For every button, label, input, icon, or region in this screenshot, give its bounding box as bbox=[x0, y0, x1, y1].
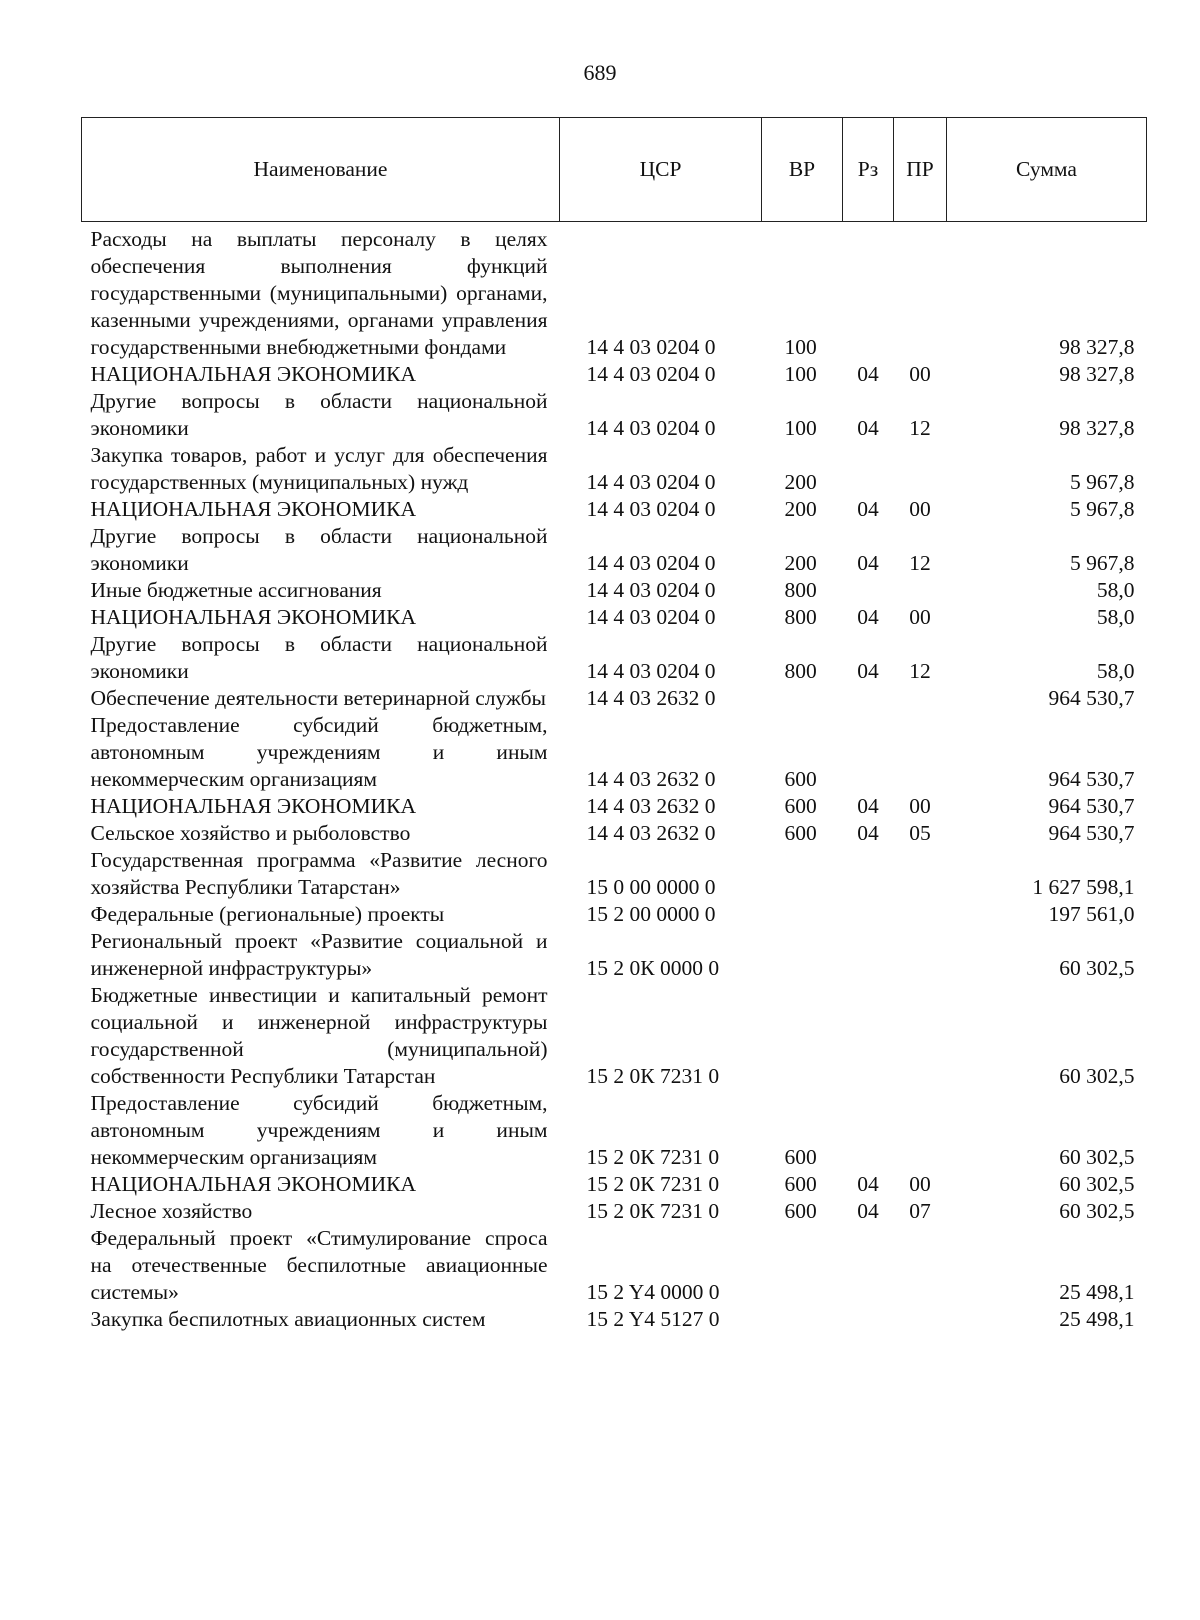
row-rz-cell: 04 bbox=[857, 605, 879, 629]
table-row bbox=[82, 631, 1147, 685]
row-rz-cell bbox=[843, 1090, 894, 1171]
row-csr-cell: 14 4 03 0204 0 bbox=[586, 659, 716, 683]
header-pr: ПР bbox=[894, 118, 947, 222]
row-pr-cell bbox=[894, 928, 947, 982]
row-name-cell: НАЦИОНАЛЬНАЯ ЭКОНОМИКА bbox=[90, 497, 416, 521]
row-name-cell: Бюджетные инвестиции и капитальный ремонт социальной и инженерной инфраструктуры государственной (муниципальной) собственности Республики Татарстан bbox=[90, 983, 548, 1088]
row-vr-cell bbox=[762, 901, 843, 928]
table-row bbox=[82, 222, 1147, 362]
table-row bbox=[82, 712, 1147, 793]
row-sum-cell: 1 627 598,1 bbox=[1032, 875, 1135, 899]
row-sum-cell: 60 302,5 bbox=[1059, 956, 1135, 980]
row-name-cell: Другие вопросы в области национальной экономики bbox=[90, 632, 548, 683]
row-vr-cell: 600 bbox=[784, 1145, 817, 1169]
row-rz-cell bbox=[843, 928, 894, 982]
row-pr-cell: 00 bbox=[909, 794, 931, 818]
row-pr-cell: 00 bbox=[909, 605, 931, 629]
row-sum-cell: 98 327,8 bbox=[1059, 416, 1135, 440]
row-csr-cell: 15 0 00 0000 0 bbox=[586, 875, 716, 899]
row-rz-cell bbox=[843, 1306, 894, 1333]
row-vr-cell: 600 bbox=[784, 1199, 817, 1223]
row-csr-cell: 14 4 03 2632 0 bbox=[586, 794, 716, 818]
row-pr-cell bbox=[894, 442, 947, 496]
row-name-cell: Лесное хозяйство bbox=[90, 1199, 253, 1223]
table-body bbox=[82, 222, 1147, 1334]
table-row bbox=[82, 442, 1147, 496]
row-vr-cell bbox=[762, 1306, 843, 1333]
row-pr-cell bbox=[894, 982, 947, 1090]
row-csr-cell: 15 2 0К 7231 0 bbox=[586, 1145, 720, 1169]
row-sum-cell: 5 967,8 bbox=[1070, 497, 1135, 521]
row-rz-cell: 04 bbox=[857, 821, 879, 845]
row-vr-cell: 600 bbox=[784, 794, 817, 818]
row-rz-cell bbox=[843, 847, 894, 901]
row-csr-cell: 14 4 03 0204 0 bbox=[586, 416, 716, 440]
row-name-cell: Обеспечение деятельности ветеринарной службы bbox=[90, 686, 546, 710]
row-sum-cell: 60 302,5 bbox=[1059, 1145, 1135, 1169]
row-vr-cell: 800 bbox=[784, 659, 817, 683]
header-sum: Сумма bbox=[947, 118, 1147, 222]
row-rz-cell bbox=[843, 222, 894, 362]
row-csr-cell: 14 4 03 0204 0 bbox=[586, 470, 716, 494]
row-name-cell: Федеральный проект «Стимулирование спроса на отечественные беспилотные авиационные системы» bbox=[90, 1226, 548, 1304]
row-name-cell: Закупка беспилотных авиационных систем bbox=[90, 1307, 486, 1331]
table-row bbox=[82, 820, 1147, 847]
row-pr-cell bbox=[894, 222, 947, 362]
row-pr-cell: 05 bbox=[909, 821, 931, 845]
row-pr-cell bbox=[894, 712, 947, 793]
row-csr-cell: 15 2 0К 7231 0 bbox=[586, 1064, 720, 1088]
row-vr-cell: 800 bbox=[784, 578, 817, 602]
header-rz: Рз bbox=[843, 118, 894, 222]
row-name-cell: НАЦИОНАЛЬНАЯ ЭКОНОМИКА bbox=[90, 794, 416, 818]
row-sum-cell: 197 561,0 bbox=[1048, 902, 1135, 926]
row-pr-cell: 00 bbox=[909, 362, 931, 386]
row-pr-cell bbox=[894, 1090, 947, 1171]
row-sum-cell: 60 302,5 bbox=[1059, 1172, 1135, 1196]
row-rz-cell bbox=[843, 442, 894, 496]
row-csr-cell: 14 4 03 0204 0 bbox=[586, 497, 716, 521]
row-pr-cell bbox=[894, 901, 947, 928]
row-vr-cell: 800 bbox=[784, 605, 817, 629]
row-vr-cell bbox=[762, 1225, 843, 1306]
row-sum-cell: 964 530,7 bbox=[1048, 821, 1135, 845]
row-pr-cell: 12 bbox=[909, 551, 931, 575]
row-vr-cell: 200 bbox=[784, 551, 817, 575]
row-vr-cell: 200 bbox=[784, 497, 817, 521]
row-name-cell: Другие вопросы в области национальной экономики bbox=[90, 389, 548, 440]
table-row bbox=[82, 901, 1147, 928]
table-row bbox=[82, 685, 1147, 712]
row-vr-cell bbox=[762, 928, 843, 982]
row-vr-cell: 100 bbox=[784, 335, 817, 359]
row-pr-cell: 12 bbox=[909, 659, 931, 683]
row-name-cell: Предоставление субсидий бюджетным, автономным учреждениям и иным некоммерческим организациям bbox=[90, 713, 548, 791]
header-vr: ВР bbox=[762, 118, 843, 222]
row-rz-cell bbox=[843, 982, 894, 1090]
row-sum-cell: 5 967,8 bbox=[1070, 551, 1135, 575]
table-row bbox=[82, 793, 1147, 820]
row-sum-cell: 98 327,8 bbox=[1059, 362, 1135, 386]
row-rz-cell bbox=[843, 901, 894, 928]
row-csr-cell: 15 2 Y4 5127 0 bbox=[586, 1307, 720, 1331]
row-csr-cell: 15 2 0К 7231 0 bbox=[586, 1172, 720, 1196]
row-sum-cell: 964 530,7 bbox=[1048, 794, 1135, 818]
row-pr-cell bbox=[894, 685, 947, 712]
row-sum-cell: 58,0 bbox=[1096, 578, 1135, 602]
page-number: 689 bbox=[583, 60, 617, 85]
row-sum-cell: 98 327,8 bbox=[1059, 335, 1135, 359]
row-name-cell: Предоставление субсидий бюджетным, автономным учреждениям и иным некоммерческим организациям bbox=[90, 1091, 548, 1169]
row-pr-cell: 12 bbox=[909, 416, 931, 440]
row-pr-cell: 00 bbox=[909, 1172, 931, 1196]
row-name-cell: НАЦИОНАЛЬНАЯ ЭКОНОМИКА bbox=[90, 605, 416, 629]
row-csr-cell: 15 2 00 0000 0 bbox=[586, 902, 716, 926]
row-vr-cell bbox=[762, 982, 843, 1090]
table-row bbox=[82, 577, 1147, 604]
row-pr-cell bbox=[894, 1306, 947, 1333]
table-row bbox=[82, 604, 1147, 631]
row-rz-cell: 04 bbox=[857, 362, 879, 386]
table-row bbox=[82, 928, 1147, 982]
row-csr-cell: 15 2 0К 0000 0 bbox=[586, 956, 720, 980]
row-csr-cell: 14 4 03 2632 0 bbox=[586, 821, 716, 845]
row-pr-cell: 00 bbox=[909, 497, 931, 521]
row-vr-cell: 600 bbox=[784, 767, 817, 791]
row-vr-cell: 600 bbox=[784, 1172, 817, 1196]
row-sum-cell: 964 530,7 bbox=[1048, 767, 1135, 791]
header-name: Наименование bbox=[82, 118, 560, 222]
row-rz-cell: 04 bbox=[857, 1172, 879, 1196]
row-pr-cell bbox=[894, 1225, 947, 1306]
row-rz-cell: 04 bbox=[857, 551, 879, 575]
row-vr-cell: 100 bbox=[784, 416, 817, 440]
table-row bbox=[82, 1090, 1147, 1171]
row-csr-cell: 14 4 03 0204 0 bbox=[586, 578, 716, 602]
row-name-cell: Региональный проект «Развитие социальной и инженерной инфраструктуры» bbox=[90, 929, 548, 980]
row-name-cell: Другие вопросы в области национальной экономики bbox=[90, 524, 548, 575]
row-pr-cell bbox=[894, 577, 947, 604]
row-sum-cell: 58,0 bbox=[1096, 659, 1135, 683]
row-name-cell: Расходы на выплаты персоналу в целях обеспечения выполнения функций государственными (муниципальными) органами, казенными учреждениями, органами управления государственными внебюджетными фондами bbox=[90, 227, 548, 359]
row-vr-cell: 600 bbox=[784, 821, 817, 845]
table-row bbox=[82, 361, 1147, 388]
row-sum-cell: 25 498,1 bbox=[1059, 1280, 1135, 1304]
budget-table bbox=[81, 117, 1147, 1333]
row-pr-cell: 07 bbox=[909, 1199, 931, 1223]
table-row bbox=[82, 1306, 1147, 1333]
row-sum-cell: 5 967,8 bbox=[1070, 470, 1135, 494]
row-rz-cell: 04 bbox=[857, 416, 879, 440]
table-row bbox=[82, 523, 1147, 577]
row-csr-cell: 15 2 0К 7231 0 bbox=[586, 1199, 720, 1223]
row-sum-cell: 58,0 bbox=[1096, 605, 1135, 629]
table-row bbox=[82, 1198, 1147, 1225]
row-name-cell: Иные бюджетные ассигнования bbox=[90, 578, 382, 602]
row-vr-cell bbox=[762, 847, 843, 901]
row-rz-cell bbox=[843, 712, 894, 793]
row-csr-cell: 14 4 03 0204 0 bbox=[586, 362, 716, 386]
row-name-cell: НАЦИОНАЛЬНАЯ ЭКОНОМИКА bbox=[90, 362, 416, 386]
row-sum-cell: 60 302,5 bbox=[1059, 1199, 1135, 1223]
row-sum-cell: 25 498,1 bbox=[1059, 1307, 1135, 1331]
row-vr-cell bbox=[762, 685, 843, 712]
row-vr-cell: 200 bbox=[784, 470, 817, 494]
row-name-cell: Государственная программа «Развитие лесного хозяйства Республики Татарстан» bbox=[90, 848, 548, 899]
row-name-cell: Закупка товаров, работ и услуг для обеспечения государственных (муниципальных) нужд bbox=[90, 443, 548, 494]
table-row bbox=[82, 1171, 1147, 1198]
table-row bbox=[82, 1225, 1147, 1306]
row-name-cell: Федеральные (региональные) проекты bbox=[90, 902, 445, 926]
row-csr-cell: 14 4 03 0204 0 bbox=[586, 335, 716, 359]
row-rz-cell bbox=[843, 1225, 894, 1306]
row-rz-cell bbox=[843, 685, 894, 712]
table-row bbox=[82, 496, 1147, 523]
row-rz-cell bbox=[843, 577, 894, 604]
table-row bbox=[82, 847, 1147, 901]
table-header bbox=[82, 118, 1147, 222]
row-sum-cell: 60 302,5 bbox=[1059, 1064, 1135, 1088]
row-rz-cell: 04 bbox=[857, 794, 879, 818]
row-csr-cell: 15 2 Y4 0000 0 bbox=[586, 1280, 720, 1304]
row-name-cell: НАЦИОНАЛЬНАЯ ЭКОНОМИКА bbox=[90, 1172, 416, 1196]
row-csr-cell: 14 4 03 0204 0 bbox=[586, 551, 716, 575]
row-name-cell: Сельское хозяйство и рыболовство bbox=[90, 821, 411, 845]
row-rz-cell: 04 bbox=[857, 497, 879, 521]
row-csr-cell: 14 4 03 0204 0 bbox=[586, 605, 716, 629]
row-pr-cell bbox=[894, 847, 947, 901]
header-csr: ЦСР bbox=[560, 118, 762, 222]
row-vr-cell: 100 bbox=[784, 362, 817, 386]
table-row bbox=[82, 982, 1147, 1090]
row-sum-cell: 964 530,7 bbox=[1048, 686, 1135, 710]
row-rz-cell: 04 bbox=[857, 1199, 879, 1223]
row-rz-cell: 04 bbox=[857, 659, 879, 683]
row-csr-cell: 14 4 03 2632 0 bbox=[586, 686, 716, 710]
row-csr-cell: 14 4 03 2632 0 bbox=[586, 767, 716, 791]
table-row bbox=[82, 388, 1147, 442]
